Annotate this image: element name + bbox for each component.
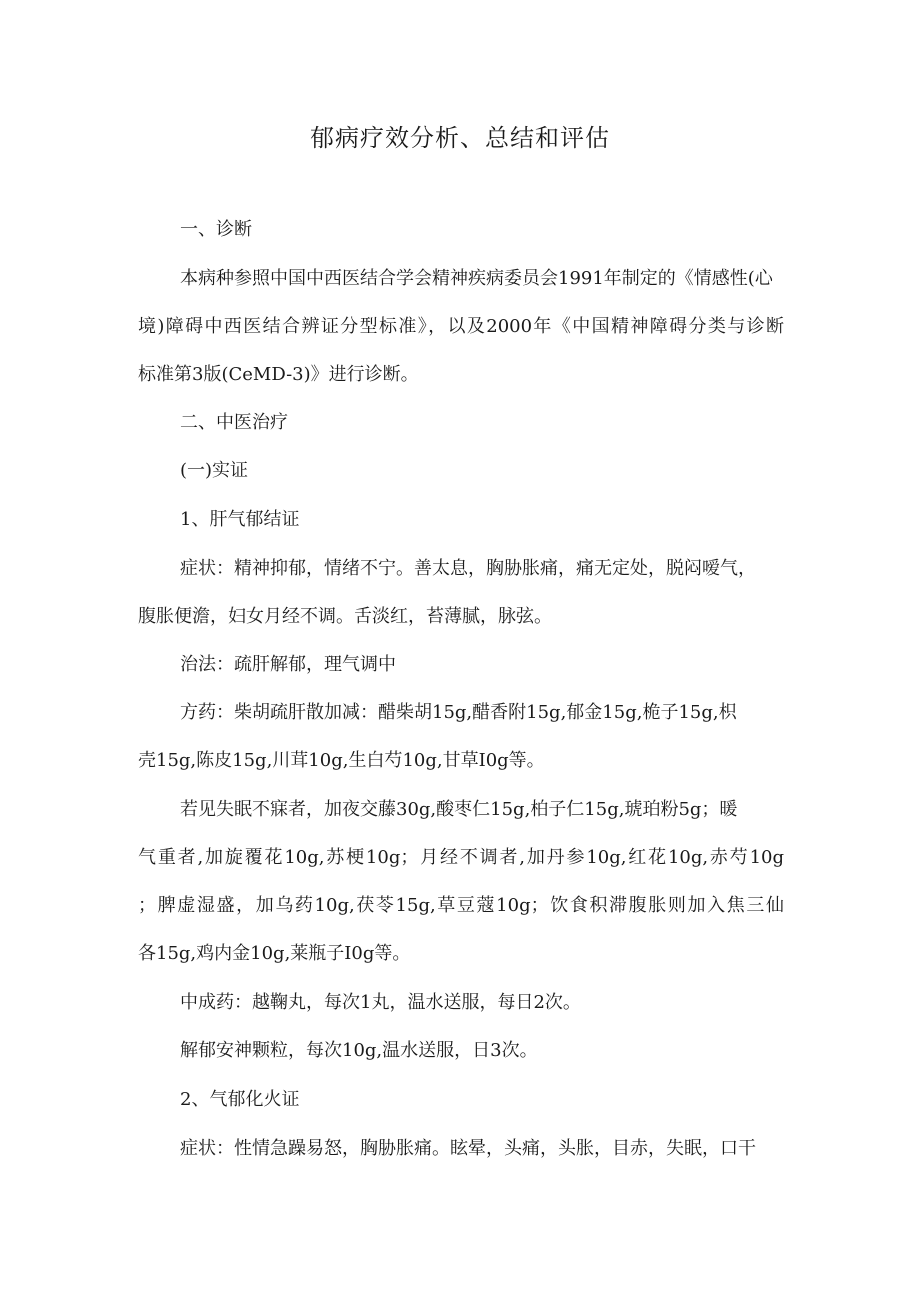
section-heading-diagnosis: 一、诊断 xyxy=(180,219,252,240)
paragraph-line: 症状：性情急躁易怒，胸胁胀痛。眩晕，头痛，头胀，目赤，失眠，口干 xyxy=(180,1138,756,1159)
paragraph-line: 若见失眠不寐者，加夜交藤30g,酸枣仁15g,柏子仁15g,琥珀粉5g；暖 xyxy=(180,799,738,820)
subsection-heading-excess: (一)实证 xyxy=(180,460,249,481)
paragraph-line: 方药：柴胡疏肝散加减：醋柴胡15g,醋香附15g,郁金15g,桅子15g,枳 xyxy=(180,702,737,723)
paragraph-line: 标准第3版(CeMD-3)》进行诊断。 xyxy=(138,364,419,385)
paragraph-line: 气重者,加旋覆花10g,苏梗10g；月经不调者,加丹参10g,红花10g,赤芍10g xyxy=(138,847,784,868)
paragraph-line: ；脾虚湿盛，加乌药10g,茯苓15g,草豆蔻10g；饮食积滞腹胀则加入焦三仙 xyxy=(138,895,784,916)
item-heading-liver-qi: 1、肝气郁结证 xyxy=(180,509,300,530)
paragraph-line: 本病种参照中国中西医结合学会精神疾病委员会1991年制定的《情感性(心 xyxy=(180,268,773,289)
paragraph-line: 解郁安神颗粒，每次10g,温水送服，日3次。 xyxy=(180,1040,538,1061)
document-title: 郁病疗效分析、总结和评估 xyxy=(310,124,610,152)
paragraph-line: 境)障碍中西医结合辨证分型标准》，以及2000年《中国精神障碍分类与诊断 xyxy=(138,316,784,337)
item-heading-qi-fire: 2、气郁化火证 xyxy=(180,1089,300,1110)
section-heading-tcm-treatment: 二、中医治疗 xyxy=(180,412,288,433)
paragraph-line: 中成药：越鞠丸，每次1丸，温水送服，每日2次。 xyxy=(180,992,581,1013)
paragraph-line: 治法：疏肝解郁，理气调中 xyxy=(180,654,396,675)
paragraph-line: 症状：精神抑郁，情绪不宁。善太息，胸胁胀痛，痛无定处，脱闷嗳气， xyxy=(180,558,756,579)
paragraph-line: 各15g,鸡内金10g,莱瓶子I0g等。 xyxy=(138,943,411,964)
paragraph-line: 壳15g,陈皮15g,川茸10g,生白芍10g,甘草I0g等。 xyxy=(138,750,545,771)
paragraph-line: 腹胀便澹，妇女月经不调。舌淡红，苔薄腻，脉弦。 xyxy=(138,606,552,627)
